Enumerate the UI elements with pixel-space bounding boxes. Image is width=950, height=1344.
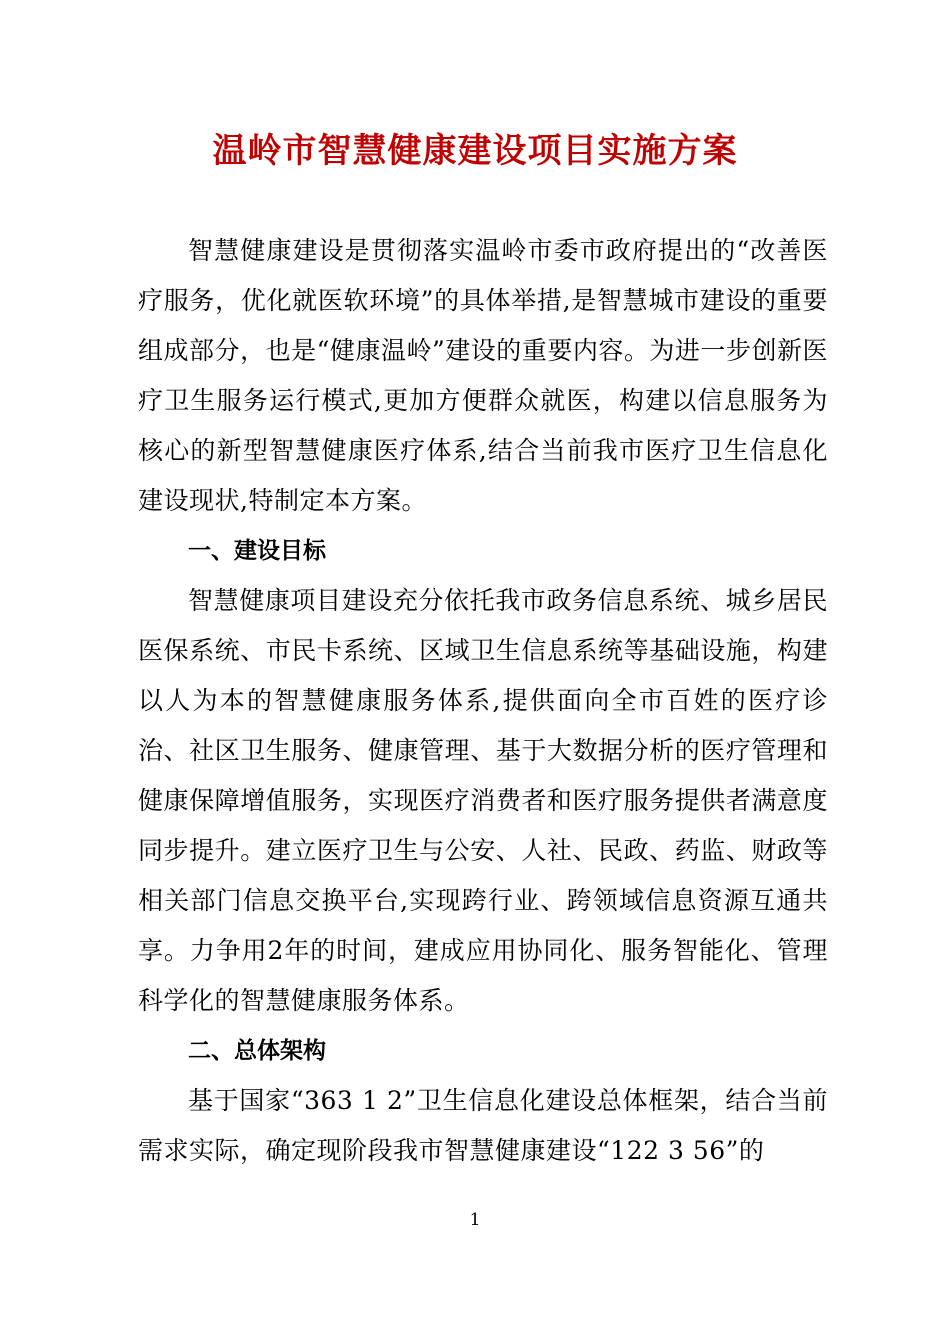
document-body (138, 226, 828, 1176)
goals-paragraph: 智慧健康项目建设充分依托我市政务信息系统、城乡居民医保系统、市民卡系统、区域卫生信息系统等基础设施，构建以人为本的智慧健康服务体系,提供面向全市百姓的医疗诊治、社区卫生服务、健康管理、基于大数据分析的医疗管理和健康保障增值服务，实现医疗消费者和医疗服务提供者满意度同步提升。建立医疗卫生与公安、人社、民政、药监、财政等相关部门信息交换平台,实现跨行业、跨领域信息资源互通共享。力争用2年的时间，建成应用协同化、服务智能化、管理科学化的智慧健康服务体系。 (138, 586, 828, 1015)
architecture-paragraph: 基于国家“363 1 2”卫生信息化建设总体框架，结合当前需求实际，确定现阶段我市智慧健康建设“122 3 56”的 (138, 1086, 828, 1165)
section-heading-architecture: 二、总体架构 (188, 1038, 326, 1064)
section-heading-goals: 一、建设目标 (188, 538, 326, 564)
document-title: 温岭市智慧健康建设项目实施方案 (212, 131, 738, 171)
page-number: 1 (469, 1210, 481, 1230)
intro-paragraph: 智慧健康建设是贯彻落实温岭市委市政府提出的“改善医疗服务，优化就医软环境”的具体举措,是智慧城市建设的重要组成部分，也是“健康温岭”建设的重要内容。为进一步创新医疗卫生服务运行模式,更加方便群众就医，构建以信息服务为核心的新型智慧健康医疗体系,结合当前我市医疗卫生信息化建设现状,特制定本方案。 (138, 236, 828, 515)
